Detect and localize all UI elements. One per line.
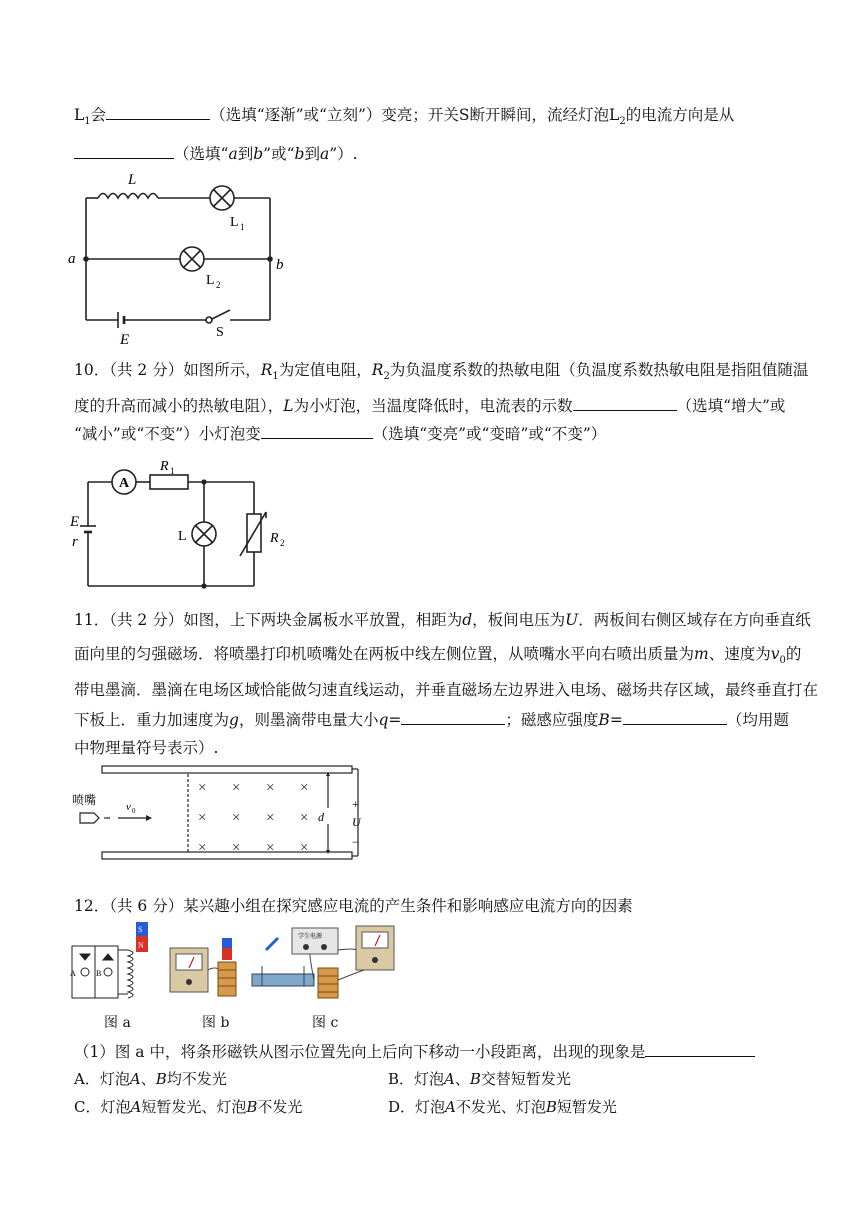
- svg-text:b: b: [276, 257, 284, 273]
- svg-text:喷嘴: 喷嘴: [72, 793, 97, 807]
- svg-text:E: E: [70, 514, 80, 530]
- svg-text:E: E: [120, 332, 130, 348]
- fig-a-caption: 图 a: [104, 1015, 131, 1031]
- option-b[interactable]: B．灯泡A、B交替短暂发光: [388, 1070, 571, 1088]
- answer-blank[interactable]: [645, 1042, 755, 1057]
- svg-text:R: R: [160, 459, 169, 474]
- q10-circuit-diagram: [66, 452, 296, 594]
- q11-line-3: 带电墨滴．墨滴在电场区域恰能做匀速直线运动，并垂直磁场左边界进入电场、磁场共存区域，最终垂直打在: [74, 681, 819, 699]
- svg-text:S: S: [216, 325, 224, 340]
- svg-text:R: R: [270, 531, 279, 546]
- q11-line-1: 11．（共 2 分）如图，上下两块金属板水平放置，相距为d，板间电压为U．两板间右侧区域存在方向垂直纸: [74, 611, 811, 629]
- fig-c-caption: 图 c: [312, 1015, 339, 1031]
- svg-text:×: ×: [266, 780, 275, 796]
- answer-blank[interactable]: [623, 710, 727, 725]
- svg-text:×: ×: [198, 840, 207, 856]
- q12-title: 12．（共 6 分）某兴趣小组在探究感应电流的产生条件和影响感应电流方向的因素: [74, 897, 633, 915]
- q12-figures: [66, 920, 416, 1006]
- svg-text:×: ×: [300, 780, 309, 796]
- svg-text:v: v: [126, 801, 131, 813]
- fig-a-circuit: [72, 946, 133, 998]
- option-a[interactable]: A．灯泡A、B均不发光: [74, 1070, 227, 1088]
- svg-text:0: 0: [132, 807, 136, 815]
- svg-text:−: −: [352, 835, 359, 849]
- q11-line-4: 下板上．重力加速度为g，则墨滴带电量大小q= ；磁感应强度B= （均用题: [74, 711, 789, 729]
- svg-text:N: N: [138, 941, 144, 950]
- magnet-n-pole: [222, 948, 232, 960]
- q9-circuit-diagram: [60, 168, 300, 350]
- svg-text:×: ×: [198, 810, 207, 826]
- svg-text:L: L: [206, 273, 215, 288]
- svg-text:×: ×: [266, 840, 275, 856]
- svg-text:学生电源: 学生电源: [298, 934, 323, 940]
- answer-blank[interactable]: [401, 710, 505, 725]
- q11-line-5: 中物理量符号表示）.: [74, 739, 219, 757]
- svg-text:B: B: [96, 969, 102, 978]
- q9-line-2: （选填“a到b”或“b到a”）.: [74, 144, 358, 164]
- option-c[interactable]: C．灯泡A短暂发光、灯泡B不发光: [74, 1098, 303, 1116]
- magnet-s-pole: [222, 938, 232, 948]
- answer-blank[interactable]: [573, 396, 677, 411]
- svg-text:S: S: [138, 925, 143, 934]
- svg-text:2: 2: [280, 538, 285, 548]
- q10-line-2: 度的升高而减小的热敏电阻），L为小灯泡，当温度降低时，电流表的示数 （选填“增大”或: [74, 397, 786, 415]
- q9-line-1: $L_1$会 （选填“逐渐”或“立刻”）变亮；开关S断开瞬间，流经灯泡$L_2$的电流方向是从: [74, 106, 735, 128]
- svg-text:L: L: [230, 215, 239, 230]
- fig-c-galvanometer: [356, 926, 394, 970]
- q10-line-3: “减小”或“不变”）小灯泡变 （选填“变亮”或“变暗”或“不变”）: [74, 425, 607, 443]
- q11-plates-diagram: [70, 764, 380, 864]
- l2-symbol: $L_2$: [609, 106, 626, 128]
- svg-text:L: L: [178, 529, 187, 544]
- svg-text:d: d: [318, 810, 324, 824]
- svg-text:×: ×: [198, 780, 207, 796]
- fig-c-coil: [318, 968, 338, 998]
- svg-text:L: L: [128, 172, 137, 188]
- svg-text:U: U: [352, 815, 361, 829]
- svg-text:A: A: [119, 476, 130, 491]
- svg-text:+: +: [352, 797, 359, 811]
- svg-text:×: ×: [266, 810, 275, 826]
- answer-blank[interactable]: [74, 144, 174, 159]
- svg-text:a: a: [68, 251, 76, 267]
- svg-text:×: ×: [300, 810, 309, 826]
- fig-b-coil: [218, 962, 236, 996]
- svg-text:2: 2: [216, 280, 221, 290]
- svg-text:×: ×: [232, 840, 241, 856]
- svg-text:×: ×: [232, 780, 241, 796]
- q12-sub1: （1）图 a 中，将条形磁铁从图示位置先向上后向下移动一小段距离，出现的现象是: [74, 1042, 755, 1062]
- q11-line-2: 面向里的匀强磁场．将喷墨打印机喷嘴处在两板中线左侧位置，从喷嘴水平向右喷出质量为m、速度为$v_0$的: [74, 645, 802, 667]
- q10-line-1: 10．（共 2 分）如图所示，$R_1$为定值电阻，$R_2$为负温度系数的热敏电阻（负温度系数热敏电阻是指阻值随温: [74, 361, 809, 383]
- l1-symbol: $L_1$: [74, 106, 91, 128]
- fig-c-power-supply: [292, 928, 338, 954]
- svg-text:1: 1: [170, 466, 175, 476]
- svg-text:r: r: [72, 534, 78, 550]
- answer-blank[interactable]: [106, 105, 210, 120]
- answer-blank[interactable]: [261, 424, 373, 439]
- fig-b-galvanometer: [170, 948, 208, 992]
- svg-text:A: A: [70, 969, 76, 978]
- svg-text:×: ×: [300, 840, 309, 856]
- option-d[interactable]: D．灯泡A不发光、灯泡B短暂发光: [388, 1098, 617, 1116]
- svg-text:1: 1: [240, 222, 245, 232]
- svg-text:×: ×: [232, 810, 241, 826]
- fig-b-caption: 图 b: [202, 1015, 230, 1031]
